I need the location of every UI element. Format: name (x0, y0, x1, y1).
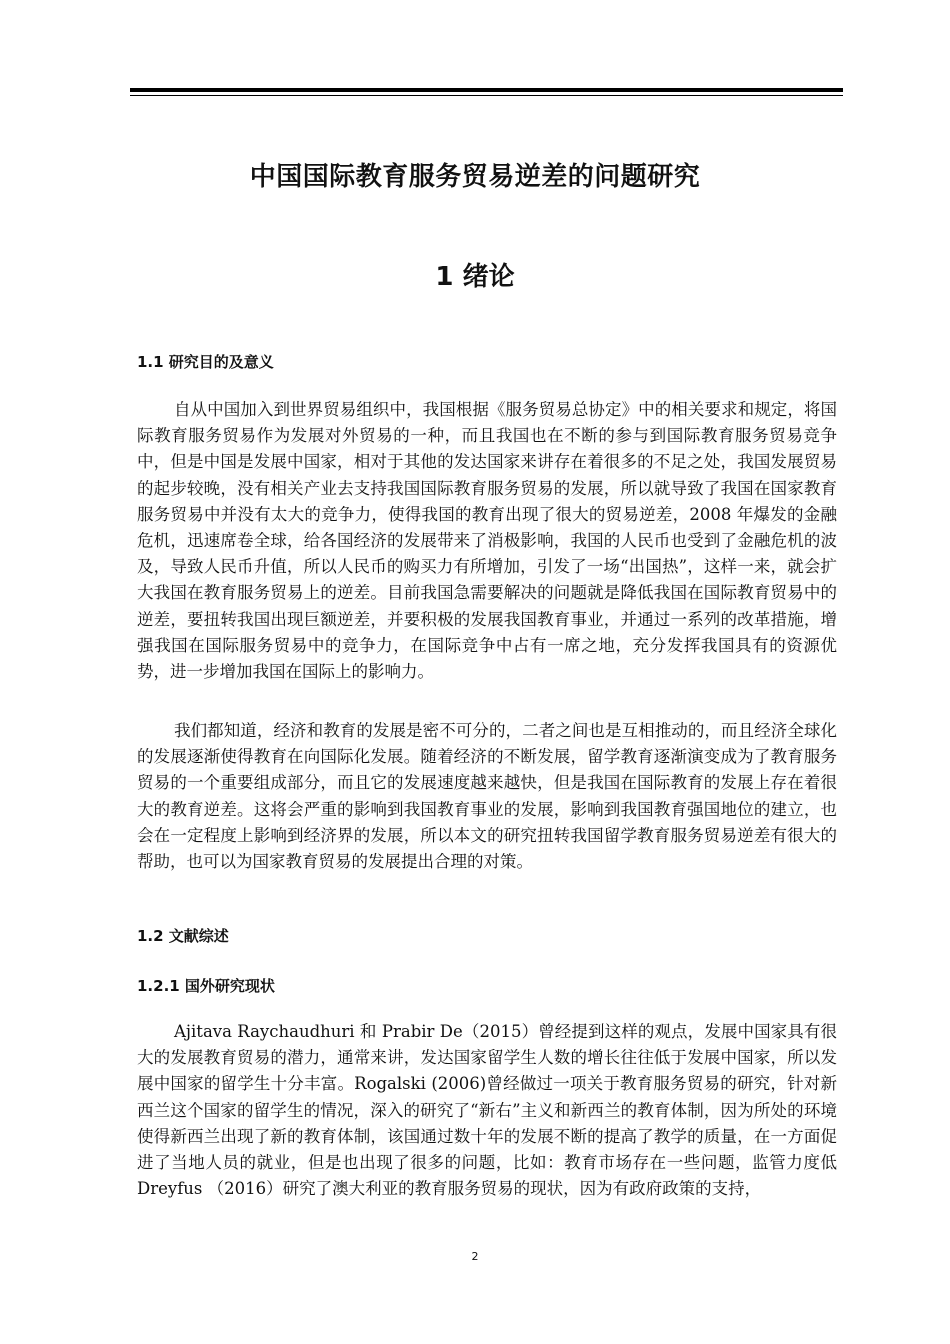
chapter-title: 1 绪论 (435, 262, 515, 292)
header-rule-thin (130, 95, 843, 96)
section-heading-1-2-1: 1.2.1 国外研究现状 (137, 977, 275, 995)
paragraph-1-2-1-a: Ajitava Raychaudhuri 和 Prabir De（2015）曾经提到这样的观点，发展中国家具有很大的发展教育贸易的潜力，通常来讲，发达国家留学生人数的增长往往低于发展中国家，所以发展中国家的留学生十分丰富。Rogalski (2006)曾经做过一项关于教育服务贸易的研究，针对新西兰这个国家的留学生的情况，深入的研究了“新右”主义和新西兰的教育体制，因为所处的环境使得新西兰出现了新的教育体制，该国通过数十年的发展不断的提高了教学的质量，在一方面促进了当地人员的就业，但是也出现了很多的问题，比如：教育市场存在一些问题，监管力度低 Dreyfus （2016）研究了澳大利亚的教育服务贸易的现状，因为有政府政策的支持， (137, 1022, 837, 1199)
page-number: 2 (471, 1250, 479, 1263)
paragraph-1-1-a: 自从中国加入到世界贸易组织中，我国根据《服务贸易总协定》中的相关要求和规定，将国际教育服务贸易作为发展对外贸易的一种，而且我国也在不断的参与到国际教育服务贸易竞争中，但是中国是发展中国家，相对于其他的发达国家来讲存在着很多的不足之处，我国发展贸易的起步较晚，没有相关产业去支持我国国际教育服务贸易的发展，所以就导致了我国在国家教育服务贸易中并没有太大的竞争力，使得我国的教育出现了很大的贸易逆差，2008 年爆发的金融危机，迅速席卷全球，给各国经济的发展带来了消极影响，我国的人民币也受到了金融危机的波及，导致人民币升值，所以人民币的购买力有所增加，引发了一场“出国热”，这样一来，就会扩大我国在教育服务贸易上的逆差。目前我国急需要解决的问题就是降低我国在国际教育贸易中的逆差，要扭转我国出现巨额逆差，并要积极的发展我国教育事业，并通过一系列的改革措施，增强我国在国际服务贸易中的竞争力，在国际竞争中占有一席之地，充分发挥我国具有的资源优势，进一步增加我国在国际上的影响力。 (137, 400, 837, 682)
document-title: 中国国际教育服务贸易逆差的问题研究 (249, 162, 701, 192)
section-heading-1-2: 1.2 文献综述 (137, 927, 229, 945)
header-rule-thick (130, 88, 843, 92)
paragraph-1-1-b: 我们都知道，经济和教育的发展是密不可分的，二者之间也是互相推动的，而且经济全球化的发展逐渐使得教育在向国际化发展。随着经济的不断发展，留学教育逐渐演变成为了教育服务贸易的一个重要组成部分，而且它的发展速度越来越快，但是我国在国际教育的发展上存在着很大的教育逆差。这将会严重的影响到我国教育事业的发展，影响到我国教育强国地位的建立，也会在一定程度上影响到经济界的发展，所以本文的研究扭转我国留学教育服务贸易逆差有很大的帮助，也可以为国家教育贸易的发展提出合理的对策。 (137, 721, 837, 872)
section-heading-1-1: 1.1 研究目的及意义 (137, 353, 274, 371)
